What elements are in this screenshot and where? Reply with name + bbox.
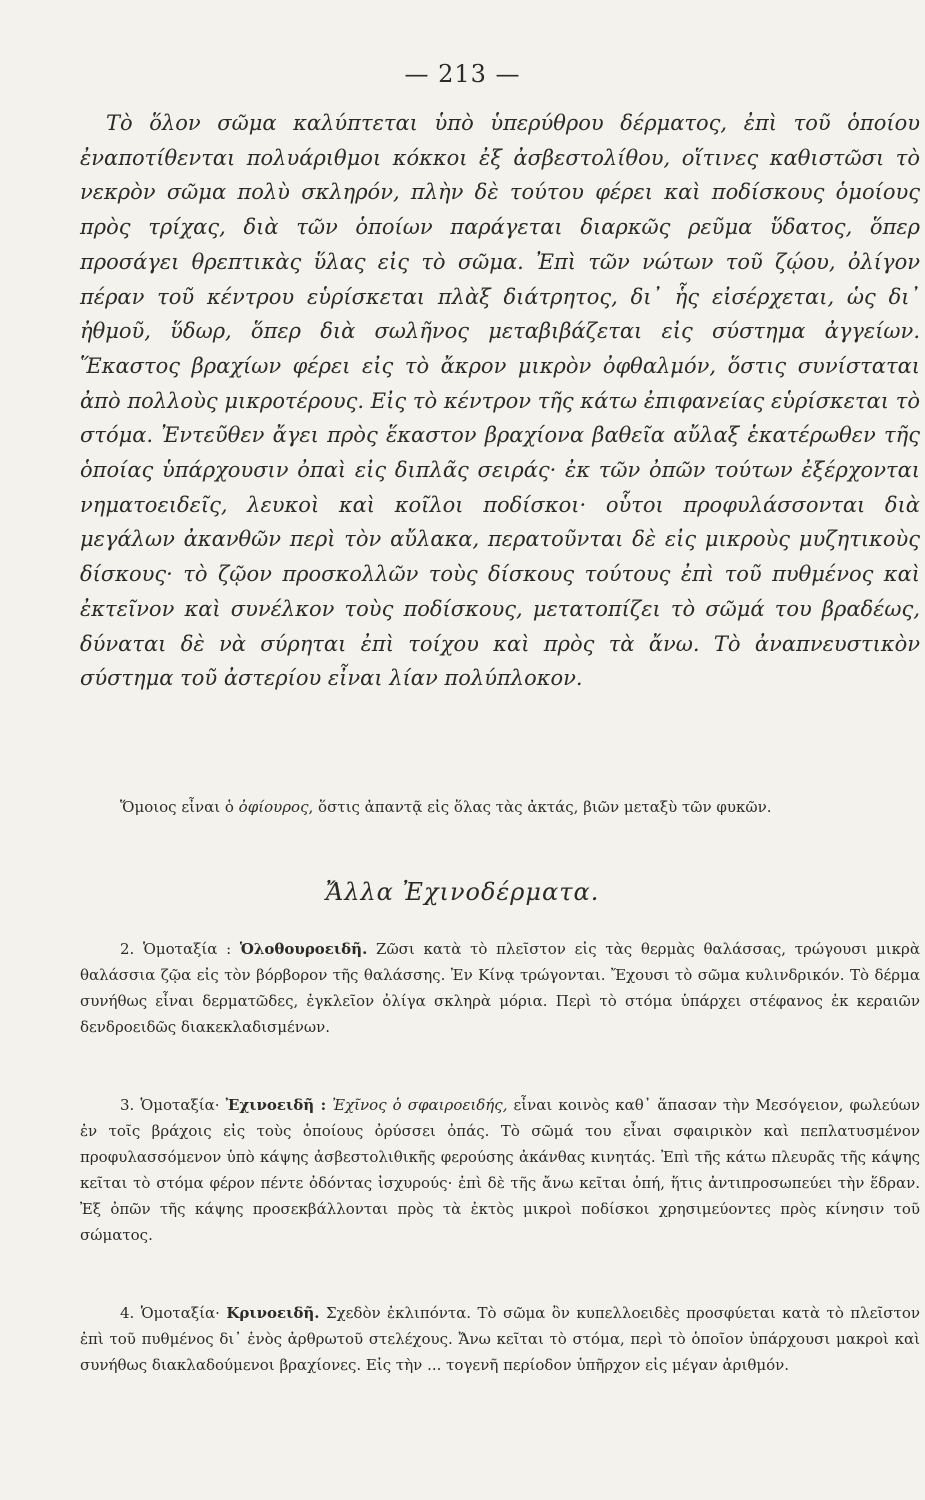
page-number: — 213 —	[404, 60, 521, 88]
class-text: Σχεδὸν ἐκλιπόντα. Τὸ σῶμα ὂν κυπελλοειδὲς προσφύεται κατὰ τὸ πλεῖστον ἐπὶ τοῦ πυθμένος δι᾽ ἑνὸς ἀρθρωτοῦ στελέχους. Ἄνω κεῖται τὸ στόμα, περὶ τὸ ὁποῖον ὑπάρχουσι μακροὶ καὶ συνήθως διακλαδούμενοι βραχίονες. Εἰς τὴν ... τογενῆ περίοδον ὑπῆρχον εἰς μέγαν ἀριθμόν.	[80, 1304, 920, 1374]
class-echinoids	[80, 1092, 920, 1248]
class-holothuroids	[80, 936, 920, 1040]
section-title: Ἄλλα Ἐχινοδέρματα.	[325, 878, 600, 906]
class-prefix: 2. Ὁμοταξία :	[120, 940, 240, 958]
note-paragraph	[80, 794, 920, 820]
class-paragraph	[80, 1092, 920, 1248]
note-term: ὀφίουρος	[238, 798, 309, 816]
class-crinoids	[80, 1300, 920, 1378]
note-ophiuroid	[80, 794, 920, 820]
main-text-block	[80, 106, 920, 696]
note-lead: Ὅμοιος εἶναι ὁ	[120, 798, 239, 816]
class-prefix: 3. Ὁμοταξία·	[120, 1096, 226, 1114]
class-name: Ἐχινοειδῆ :	[225, 1096, 327, 1114]
class-text: εἶναι κοινὸς καθ᾽ ἅπασαν τὴν Μεσόγειον, φωλεύων ἐν τοῖς βράχοις εἰς τοὺς ὁποίους ὀρύσσει ὀπάς. Τὸ σῶμά του εἶναι σφαιρικὸν καὶ πεπλατυσμένον προφυλασσόμενον ὑπὸ κάψης ἀσβεστολιθικῆς φερούσης ἀκάνθας κινητάς. Ἐπὶ τῆς κάτω πλευρᾶς τῆς κάψης κεῖται τὸ στόμα φέρον πέντε ὀδόντας ἰσχυρούς· ἐπὶ δὲ τῆς ἄνω κεῖται ὀπή, ἥτις ἀντιπροσωπεύει τὴν ἕδραν. Ἐξ ὀπῶν τῆς κάψης προσεκβάλλονται πρὸς τὰ ἐκτὸς μικροὶ ποδίσκοι χρησιμεύοντες πρὸς κίνησιν τοῦ σώματος.	[80, 1096, 920, 1244]
class-species: Ἐχῖνος ὁ σφαιροειδής,	[326, 1096, 508, 1114]
note-rest: , ὅστις ἀπαντᾷ εἰς ὅλας τὰς ἀκτάς, βιῶν μεταξὺ τῶν φυκῶν.	[308, 798, 772, 816]
class-name: Κρινοειδῆ.	[226, 1304, 320, 1322]
class-text: Ζῶσι κατὰ τὸ πλεῖστον εἰς τὰς θερμὰς θαλάσσας, τρώγουσι μικρὰ θαλάσσια ζῷα εἰς τὸν βόρβορον τῆς θαλάσσης. Ἐν Κίνᾳ τρώγονται. Ἔχουσι τὸ σῶμα κυλινδρικόν. Τὸ δέρμα συνήθως εἶναι δερματῶδες, ἐγκλεῖον ὀλίγα σκληρὰ μόρια. Περὶ τὸ στόμα ὑπάρχει στέφανος ἐκ κεραιῶν δενδροειδῶς διακεκλαδισμένων.	[80, 940, 920, 1036]
class-prefix: 4. Ὁμοταξία·	[120, 1304, 227, 1322]
class-name: Ὁλοθουροειδῆ.	[239, 940, 368, 958]
class-paragraph	[80, 1300, 920, 1378]
main-paragraph: Τὸ ὅλον σῶμα καλύπτεται ὑπὸ ὑπερύθρου δέρματος, ἐπὶ τοῦ ὁποίου ἐναποτίθενται πολυάριθμοι κόκκοι ἐξ ἀσβεστολίθου, οἵτινες καθιστῶσι τὸ νεκρὸν σῶμα πολὺ σκληρόν, πλὴν δὲ τούτου φέρει καὶ ποδίσκους ὁμοίους πρὸς τρίχας, διὰ τῶν ὁποίων παράγεται διαρκῶς ρεῦμα ὕδατος, ὅπερ προσάγει θρεπτικὰς ὕλας εἰς τὸ σῶμα. Ἐπὶ τῶν νώτων τοῦ ζῴου, ὀλίγον πέραν τοῦ κέντρου εὑρίσκεται πλὰξ διάτρητος, δι᾽ ἧς εἰσέρχεται, ὡς δι᾽ ἠθμοῦ, ὕδωρ, ὅπερ διὰ σωλῆνος μεταβιβάζεται εἰς σύστημα ἀγγείων. Ἕκαστος βραχίων φέρει εἰς τὸ ἄκρον μικρὸν ὀφθαλμόν, ὅστις συνίσταται ἀπὸ πολλοὺς μικροτέρους. Εἰς τὸ κέντρον τῆς κάτω ἐπιφανείας εὑρίσκεται τὸ στόμα. Ἐντεῦθεν ἄγει πρὸς ἕκαστον βραχίονα βαθεῖα αὔλαξ ἑκατέρωθεν τῆς ὁποίας ὑπάρχουσιν ὀπαὶ εἰς διπλᾶς σειράς· ἐκ τῶν ὀπῶν τούτων ἐξέρχονται νηματοειδεῖς, λευκοὶ καὶ κοῖλοι ποδίσκοι· οὗτοι προφυλάσσονται διὰ μεγάλων ἀκανθῶν περὶ τὸν αὔλακα, περατοῦνται δὲ εἰς μικροὺς μυζητικοὺς δίσκους· τὸ ζῷον προσκολλῶν τοὺς δίσκους τούτους ἐπὶ τοῦ πυθμένος καὶ ἐκτεῖνον καὶ συνέλκον τοὺς ποδίσκους, μετατοπίζει τὸ σῶμά του βραδέως, δύναται δὲ νὰ σύρηται ἐπὶ τοίχου καὶ πρὸς τὰ ἄνω. Τὸ ἀναπνευστικὸν σύστημα τοῦ ἀστερίου εἶναι λίαν πολύπλοκον.	[80, 111, 920, 691]
class-paragraph	[80, 936, 920, 1040]
